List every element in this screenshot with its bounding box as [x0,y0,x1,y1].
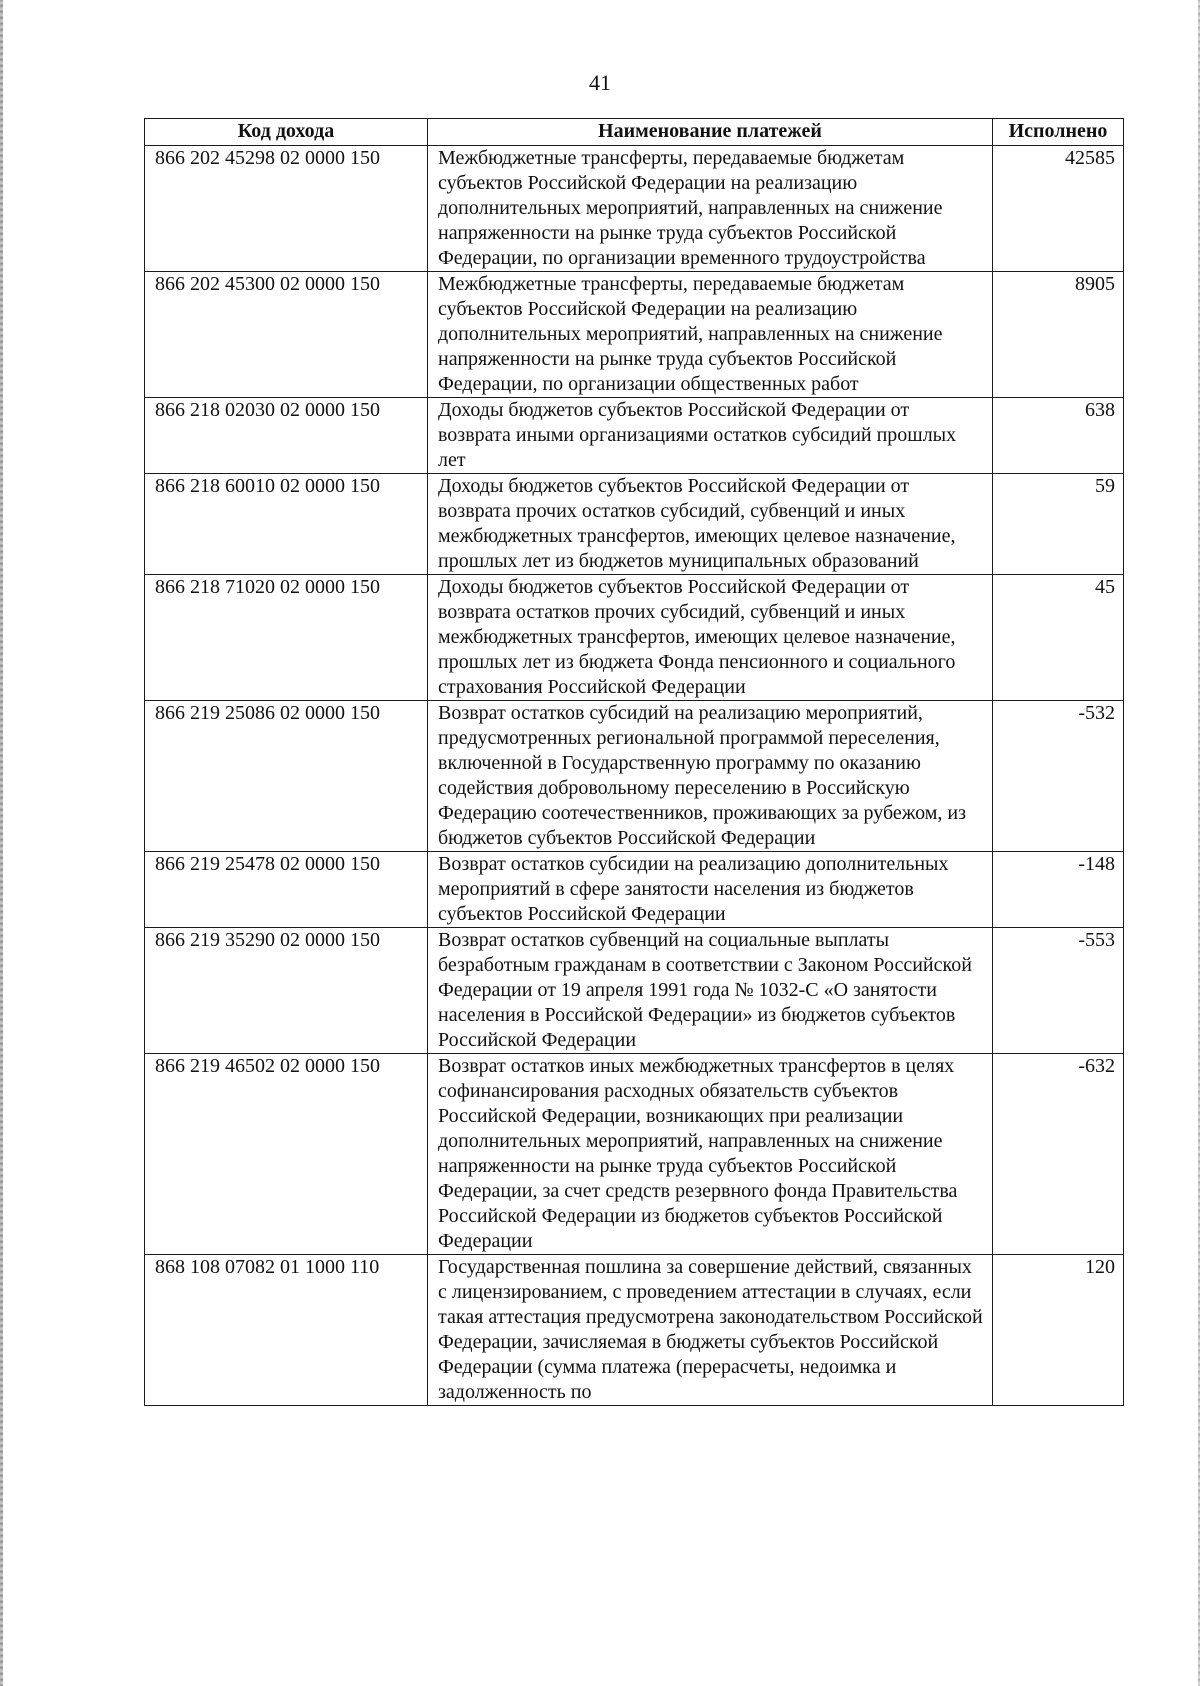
scan-edge-left [0,0,3,1686]
table-row [145,575,1124,701]
table-row [145,852,1124,928]
header-name: Наименование платежей [428,119,993,146]
table-body [145,146,1124,1406]
row-amount: -148 [993,852,1124,928]
row-code: 868 108 07082 01 1000 110 [145,1255,428,1406]
row-name: Возврат остатков субсидии на реализацию дополнительных мероприятий в сфере занятости населения из бюджетов субъектов Российской Федерации [428,852,993,928]
row-code: 866 219 35290 02 0000 150 [145,928,428,1054]
row-amount: -632 [993,1054,1124,1255]
row-amount: 42585 [993,146,1124,272]
header-amount: Исполнено [993,119,1124,146]
table-header [145,119,1124,146]
row-amount: 120 [993,1255,1124,1406]
row-code: 866 218 71020 02 0000 150 [145,575,428,701]
row-code: 866 202 45298 02 0000 150 [145,146,428,272]
row-name: Возврат остатков субвенций на социальные выплаты безработным гражданам в соответствии с Законом Российской Федерации от 19 апреля 1991 года № 1032-С «О занятости населения в Российской Федерации» из бюджетов субъектов Российской Федерации [428,928,993,1054]
table-row [145,146,1124,272]
revenue-table [144,118,1124,1406]
table-header-row [145,119,1124,146]
row-amount: 8905 [993,272,1124,398]
row-name: Возврат остатков иных межбюджетных трансфертов в целях софинансирования расходных обязательств субъектов Российской Федерации, возникающих при реализации дополнительных мероприятий, направленных на снижение напряженности на рынке труда субъектов Российской Федерации, за счет средств резервного фонда Правительства Российской Федерации из бюджетов субъектов Российской Федерации [428,1054,993,1255]
row-name: Межбюджетные трансферты, передаваемые бюджетам субъектов Российской Федерации на реализацию дополнительных мероприятий, направленных на снижение напряженности на рынке труда субъектов Российской Федерации, по организации общественных работ [428,272,993,398]
row-name: Возврат остатков субсидий на реализацию мероприятий, предусмотренных региональной программой переселения, включенной в Государственную программу по оказанию содействия добровольному переселению в Российскую Федерацию соотечественников, проживающих за рубежом, из бюджетов субъектов Российской Федерации [428,701,993,852]
table-row [145,1255,1124,1406]
row-code: 866 219 46502 02 0000 150 [145,1054,428,1255]
row-code: 866 218 60010 02 0000 150 [145,474,428,575]
row-name: Доходы бюджетов субъектов Российской Федерации от возврата прочих остатков субсидий, субвенций и иных межбюджетных трансфертов, имеющих целевое назначение, прошлых лет из бюджетов муниципальных образований [428,474,993,575]
row-name: Доходы бюджетов субъектов Российской Федерации от возврата остатков прочих субсидий, субвенций и иных межбюджетных трансфертов, имеющих целевое назначение, прошлых лет из бюджета Фонда пенсионного и социального страхования Российской Федерации [428,575,993,701]
row-code: 866 202 45300 02 0000 150 [145,272,428,398]
row-amount: -553 [993,928,1124,1054]
header-code: Код дохода [145,119,428,146]
table-row [145,928,1124,1054]
row-amount: 45 [993,575,1124,701]
table-row [145,398,1124,474]
row-code: 866 218 02030 02 0000 150 [145,398,428,474]
row-amount: 638 [993,398,1124,474]
row-code: 866 219 25478 02 0000 150 [145,852,428,928]
row-name: Доходы бюджетов субъектов Российской Федерации от возврата иными организациями остатков субсидий прошлых лет [428,398,993,474]
row-name: Государственная пошлина за совершение действий, связанных с лицензированием, с проведением аттестации в случаях, если такая аттестация предусмотрена законодательством Российской Федерации, зачисляемая в бюджеты субъектов Российской Федерации (сумма платежа (перерасчеты, недоимка и задолженность по [428,1255,993,1406]
table-row [145,474,1124,575]
table-row [145,272,1124,398]
page-number: 41 [589,70,611,95]
row-amount: -532 [993,701,1124,852]
row-code: 866 219 25086 02 0000 150 [145,701,428,852]
row-name: Межбюджетные трансферты, передаваемые бюджетам субъектов Российской Федерации на реализацию дополнительных мероприятий, направленных на снижение напряженности на рынке труда субъектов Российской Федерации, по организации временного трудоустройства [428,146,993,272]
table-row [145,1054,1124,1255]
row-amount: 59 [993,474,1124,575]
table-row [145,701,1124,852]
